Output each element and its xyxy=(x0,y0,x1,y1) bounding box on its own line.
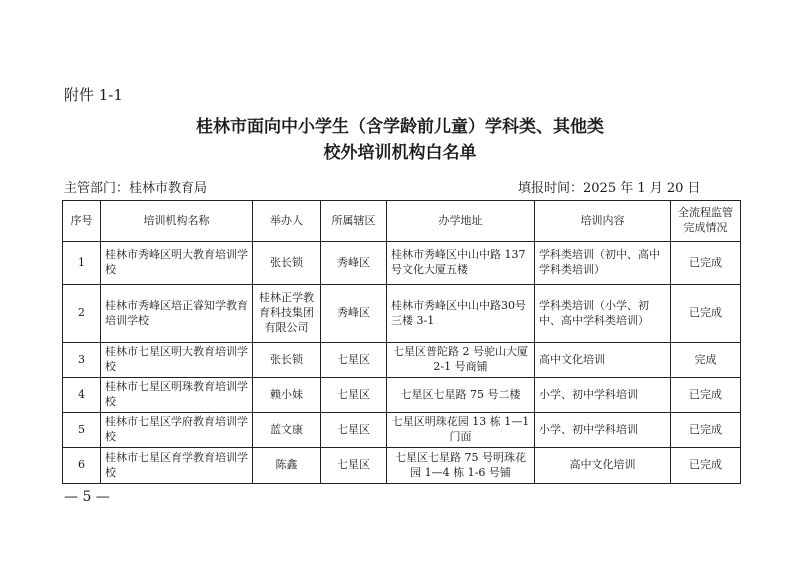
district: 七星区 xyxy=(321,448,387,484)
status: 已完成 xyxy=(671,448,741,484)
founder: 赖小妹 xyxy=(253,378,321,413)
institution-name: 桂林市七星区育学教育培训学校 xyxy=(101,448,253,484)
row-number: 5 xyxy=(63,413,101,448)
row-number: 4 xyxy=(63,378,101,413)
district: 秀峰区 xyxy=(321,285,387,343)
table-row xyxy=(63,343,741,378)
header-cell: 序号 xyxy=(63,201,101,242)
status: 已完成 xyxy=(671,413,741,448)
address: 七星区七星路 75 号明珠花园 1—4 栋 1-6 号铺 xyxy=(387,448,535,484)
header-cell: 全流程监管完成情况 xyxy=(671,201,741,242)
institution-name: 桂林市七星区学府教育培训学校 xyxy=(101,413,253,448)
status: 完成 xyxy=(671,343,741,378)
table-header-row xyxy=(63,201,741,242)
whitelist-table xyxy=(62,200,741,484)
header-cell: 办学地址 xyxy=(387,201,535,242)
district: 秀峰区 xyxy=(321,242,387,285)
table-row xyxy=(63,242,741,285)
authority-label: 主管部门：桂林市教育局 xyxy=(64,181,208,196)
address: 七星区明珠花园 13 栋 1—1门面 xyxy=(387,413,535,448)
fill-date-label: 填报时间：2025 年 1 月 20 日 xyxy=(518,181,701,196)
institution-name: 桂林市秀峰区明大教育培训学校 xyxy=(101,242,253,285)
row-number: 2 xyxy=(63,285,101,343)
row-number: 3 xyxy=(63,343,101,378)
row-number: 1 xyxy=(63,242,101,285)
training-content: 小学、初中学科培训 xyxy=(535,378,671,413)
status: 已完成 xyxy=(671,378,741,413)
address: 七星区普陀路 2 号驼山大厦2-1 号商铺 xyxy=(387,343,535,378)
header-cell: 培训内容 xyxy=(535,201,671,242)
status: 已完成 xyxy=(671,242,741,285)
table-row xyxy=(63,378,741,413)
header-cell: 举办人 xyxy=(253,201,321,242)
attachment-label: 附件 1-1 xyxy=(64,86,123,104)
institution-name: 桂林市秀峰区培正睿知学教育培训学校 xyxy=(101,285,253,343)
founder: 陈鑫 xyxy=(253,448,321,484)
status: 已完成 xyxy=(671,285,741,343)
page-number: — 5 — xyxy=(64,489,110,505)
district: 七星区 xyxy=(321,413,387,448)
header-cell: 所属辖区 xyxy=(321,201,387,242)
founder: 张长锁 xyxy=(253,343,321,378)
table-row xyxy=(63,285,741,343)
document-subtitle: 校外培训机构白名单 xyxy=(323,143,477,163)
institution-name: 桂林市七星区明大教育培训学校 xyxy=(101,343,253,378)
document-title: 桂林市面向中小学生（含学龄前儿童）学科类、其他类 xyxy=(196,117,604,137)
founder: 张长锁 xyxy=(253,242,321,285)
district: 七星区 xyxy=(321,378,387,413)
founder: 桂林正学教育科技集团有限公司 xyxy=(253,285,321,343)
founder: 蓝文康 xyxy=(253,413,321,448)
row-number: 6 xyxy=(63,448,101,484)
district: 七星区 xyxy=(321,343,387,378)
training-content: 学科类培训（初中、高中学科类培训） xyxy=(535,242,671,285)
address: 桂林市秀峰区中山中路30号三楼 3-1 xyxy=(387,285,535,343)
address: 七星区七星路 75 号二楼 xyxy=(387,378,535,413)
training-content: 高中文化培训 xyxy=(535,448,671,484)
table-row xyxy=(63,448,741,484)
training-content: 学科类培训（小学、初中、高中学科类培训） xyxy=(535,285,671,343)
table-row xyxy=(63,413,741,448)
training-content: 高中文化培训 xyxy=(535,343,671,378)
address: 桂林市秀峰区中山中路 137 号文化大厦五楼 xyxy=(387,242,535,285)
institution-name: 桂林市七星区明珠教育培训学校 xyxy=(101,378,253,413)
training-content: 小学、初中学科培训 xyxy=(535,413,671,448)
header-cell: 培训机构名称 xyxy=(101,201,253,242)
